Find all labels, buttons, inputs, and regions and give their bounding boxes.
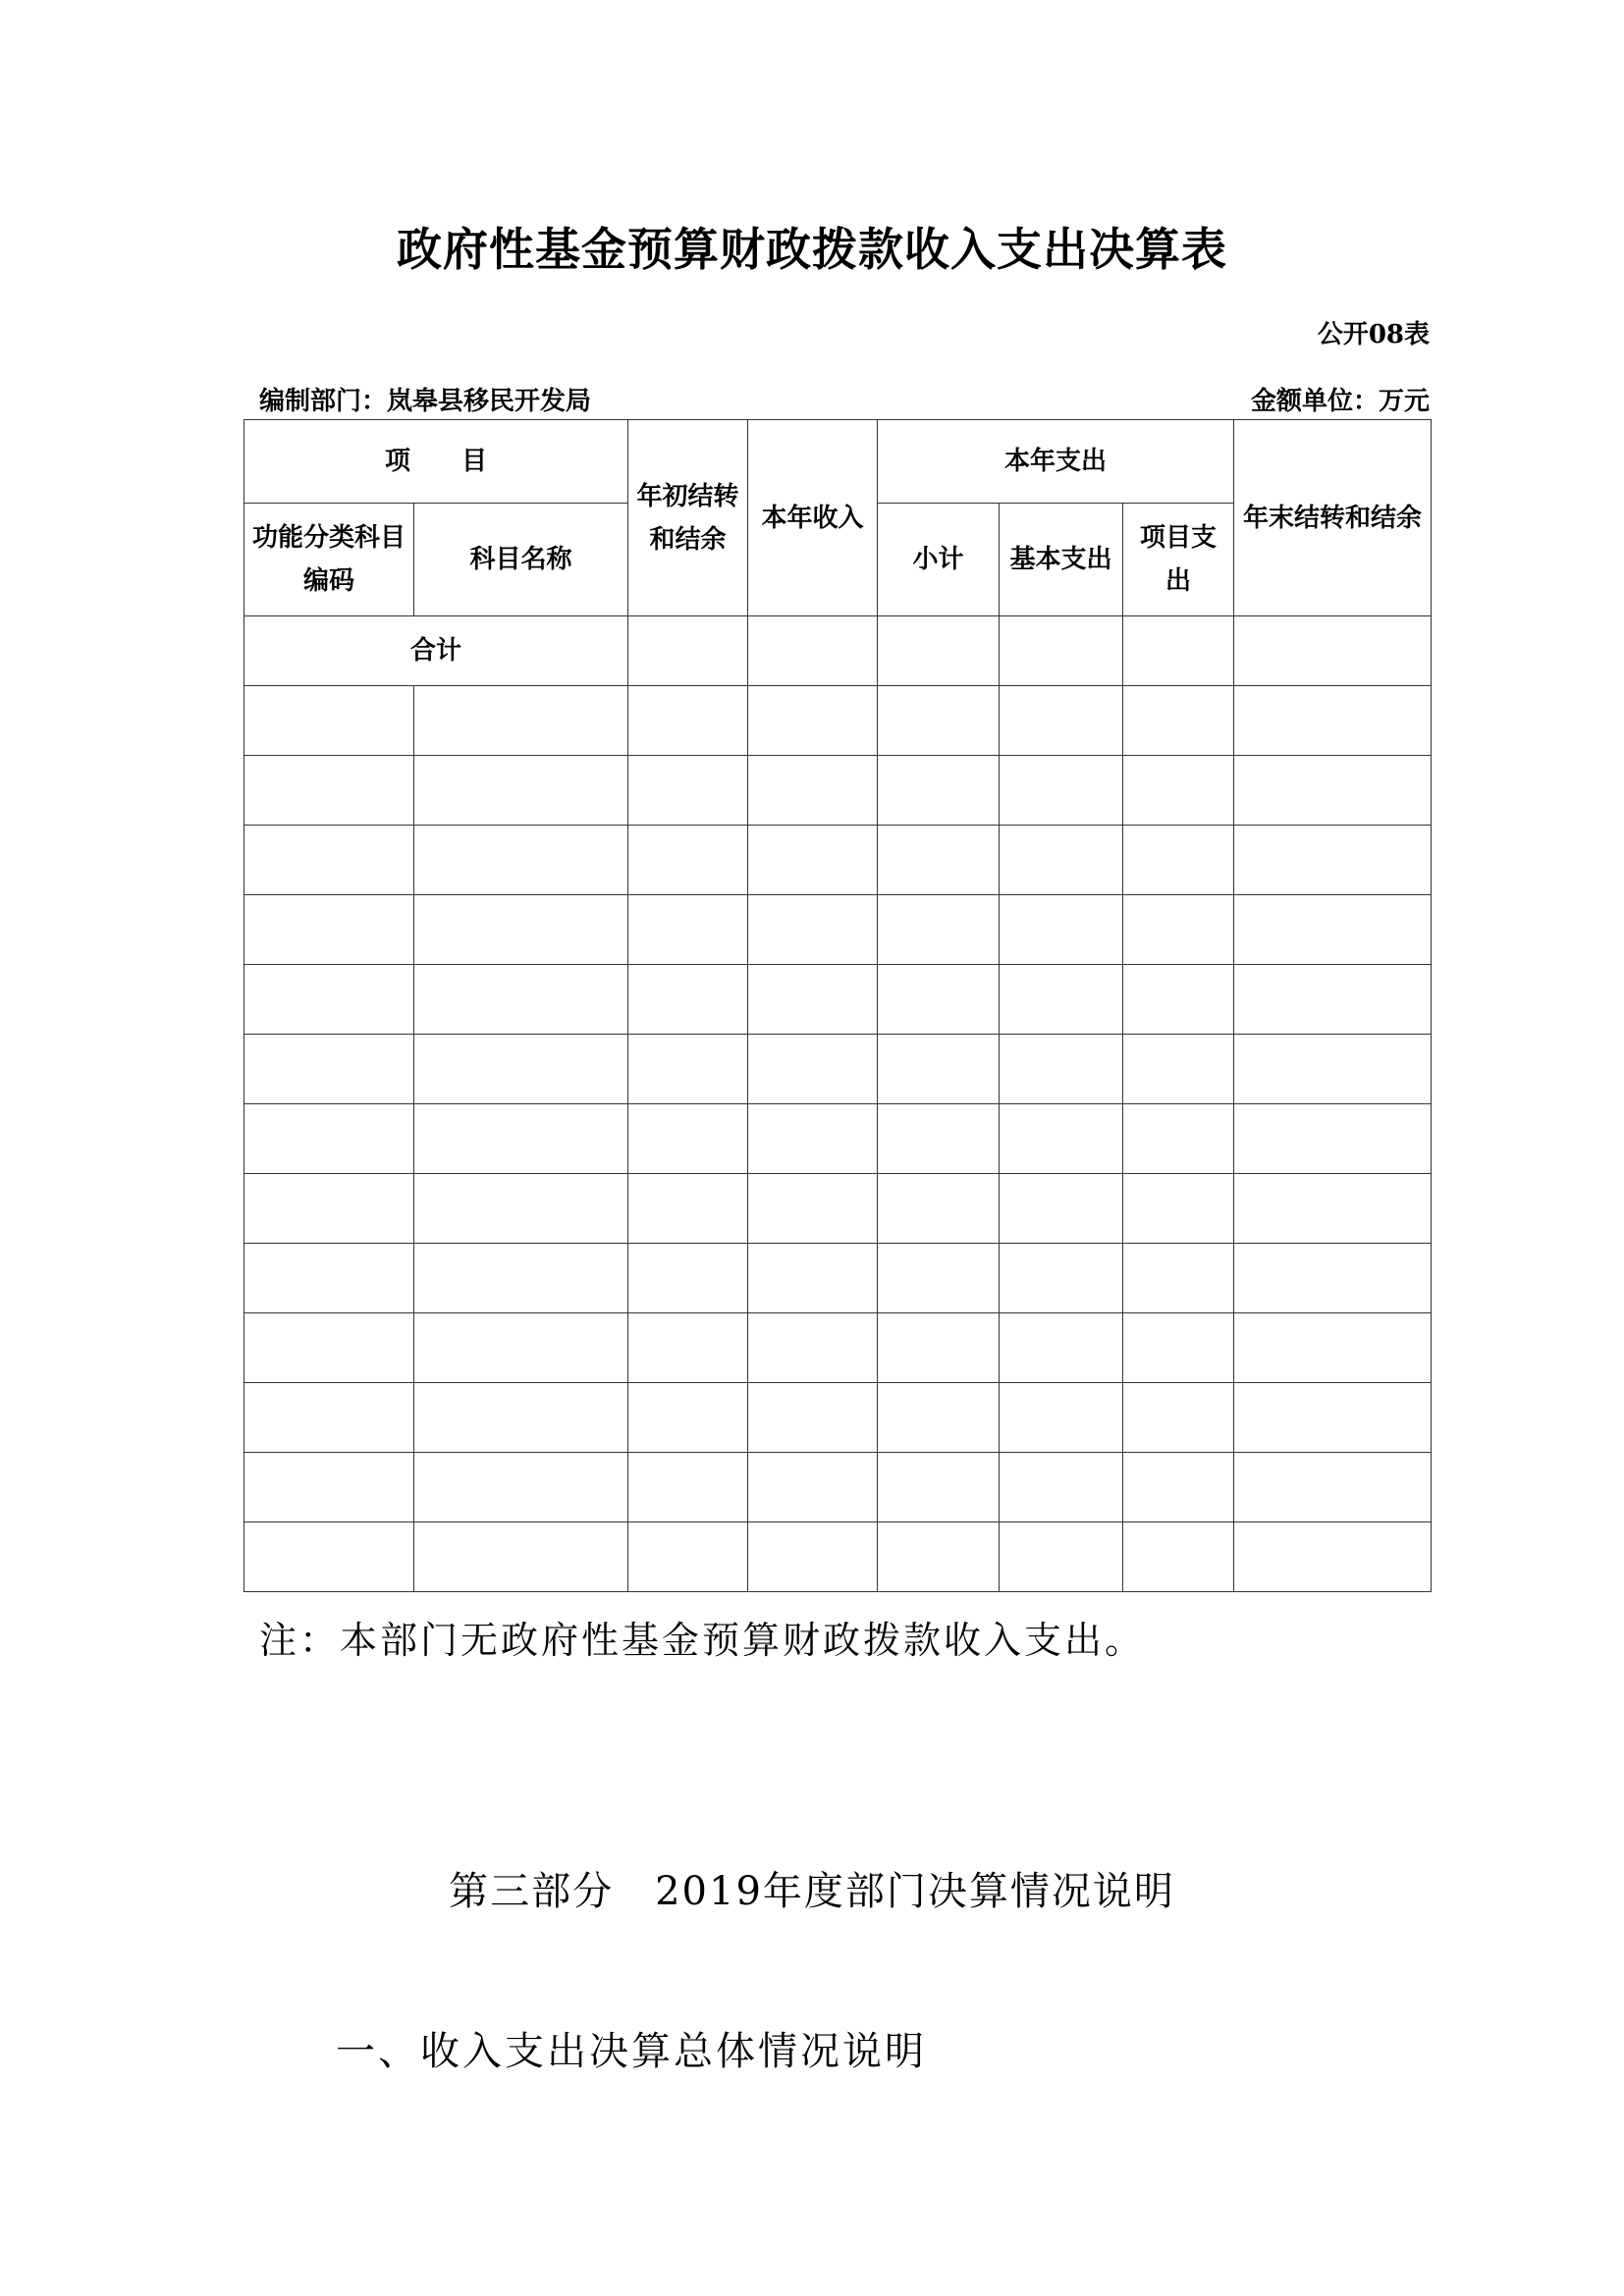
table-cell [244, 1104, 414, 1174]
table-cell [628, 756, 748, 826]
table-cell [1000, 1313, 1123, 1383]
table-row [244, 1174, 1432, 1244]
table-cell [1123, 826, 1234, 895]
table-cell [1123, 686, 1234, 756]
table-cell [878, 826, 1000, 895]
table-cell [628, 1313, 748, 1383]
table-cell [244, 1522, 414, 1592]
total-cell [1123, 616, 1234, 686]
table-body [244, 686, 1432, 1592]
table-cell [244, 826, 414, 895]
department-label: 编制部门：岚皋县移民开发局 [259, 387, 592, 416]
table-row [244, 1104, 1432, 1174]
table-row [244, 1522, 1432, 1592]
table-cell [1234, 895, 1432, 965]
total-cell [628, 616, 748, 686]
header-subject-name: 科目名称 [414, 504, 628, 616]
total-cell [748, 616, 878, 686]
table-cell [878, 1244, 1000, 1313]
subsection-heading: 一、收入支出决算总体情况说明 [336, 2029, 927, 2074]
table-cell [1123, 1104, 1234, 1174]
table-cell [1234, 1035, 1432, 1104]
table-cell [1234, 1174, 1432, 1244]
table-cell [414, 895, 628, 965]
table-cell [1123, 1174, 1234, 1244]
table-cell [1000, 1174, 1123, 1244]
table-cell [748, 1104, 878, 1174]
table-cell [1123, 1453, 1234, 1522]
table-cell [628, 1383, 748, 1453]
table-cell [414, 1453, 628, 1522]
table-cell [628, 1104, 748, 1174]
table-cell [878, 895, 1000, 965]
table-cell [878, 756, 1000, 826]
total-row [244, 616, 1432, 686]
table-cell [1000, 826, 1123, 895]
table-cell [628, 895, 748, 965]
table-cell [414, 756, 628, 826]
form-code: 公开08表 [1317, 320, 1430, 349]
table-cell [1123, 1522, 1234, 1592]
table-cell [748, 1383, 878, 1453]
table-cell [878, 1383, 1000, 1453]
table-cell [748, 965, 878, 1035]
total-cell [878, 616, 1000, 686]
table-cell [1000, 1104, 1123, 1174]
total-cell [1234, 616, 1432, 686]
table-cell [244, 1453, 414, 1522]
header-subtotal: 小计 [878, 504, 1000, 616]
table-cell [1234, 1453, 1432, 1522]
table-cell [414, 1104, 628, 1174]
table-cell [748, 686, 878, 756]
table-cell [878, 686, 1000, 756]
header-basic-expense: 基本支出 [1000, 504, 1123, 616]
budget-table [244, 419, 1432, 1592]
table-cell [748, 1244, 878, 1313]
table-cell [414, 1035, 628, 1104]
table-cell [628, 686, 748, 756]
header-row-1 [244, 420, 1432, 504]
table-row [244, 756, 1432, 826]
table-cell [244, 686, 414, 756]
table-cell [878, 1522, 1000, 1592]
table-cell [748, 1522, 878, 1592]
unit-label: 金额单位：万元 [1250, 387, 1430, 416]
table-cell [1234, 1313, 1432, 1383]
table-cell [748, 1035, 878, 1104]
table-cell [244, 1313, 414, 1383]
table-cell [878, 1104, 1000, 1174]
header-expense-this-year: 本年支出 [878, 420, 1234, 504]
table-cell [748, 756, 878, 826]
table-note: 注：本部门无政府性基金预算财政拨款收入支出。 [259, 1619, 1146, 1662]
table-cell [1000, 1453, 1123, 1522]
table-cell [1123, 1313, 1234, 1383]
table-cell [414, 1174, 628, 1244]
table-cell [1000, 895, 1123, 965]
section-heading: 第三部分 2019年度部门决算情况说明 [449, 1869, 1175, 1914]
table-cell [414, 1522, 628, 1592]
table-cell [878, 1035, 1000, 1104]
table-row [244, 965, 1432, 1035]
table-cell [1234, 756, 1432, 826]
table-cell [244, 1035, 414, 1104]
table-cell [628, 826, 748, 895]
table-cell [1234, 686, 1432, 756]
header-function-code: 功能分类科目编码 [244, 504, 414, 616]
table-cell [244, 1244, 414, 1313]
table-row [244, 826, 1432, 895]
header-opening-balance: 年初结转和结余 [628, 420, 748, 616]
table-cell [1000, 1244, 1123, 1313]
table-cell [1123, 895, 1234, 965]
table-cell [244, 756, 414, 826]
table-cell [878, 965, 1000, 1035]
table-cell [628, 965, 748, 1035]
table-cell [878, 1453, 1000, 1522]
table-cell [414, 1244, 628, 1313]
table-row [244, 895, 1432, 965]
total-cell [1000, 616, 1123, 686]
table-cell [628, 1174, 748, 1244]
table-cell [878, 1174, 1000, 1244]
table-cell [1000, 965, 1123, 1035]
table-cell [1234, 1244, 1432, 1313]
table-cell [1234, 1522, 1432, 1592]
table-cell [878, 1313, 1000, 1383]
table-cell [748, 1174, 878, 1244]
page-title: 政府性基金预算财政拨款收入支出决算表 [397, 223, 1227, 276]
total-label: 合计 [244, 616, 628, 686]
table-cell [628, 1453, 748, 1522]
table-cell [414, 826, 628, 895]
table-cell [628, 1035, 748, 1104]
table-cell [1000, 1035, 1123, 1104]
header-project-expense: 项目支出 [1123, 504, 1234, 616]
table-cell [1000, 1383, 1123, 1453]
table-cell [244, 1174, 414, 1244]
table-cell [1000, 1522, 1123, 1592]
table-cell [748, 826, 878, 895]
table-cell [1123, 1244, 1234, 1313]
table-row [244, 1035, 1432, 1104]
table-cell [1234, 965, 1432, 1035]
table-cell [1000, 686, 1123, 756]
table-row [244, 1244, 1432, 1313]
table-cell [628, 1522, 748, 1592]
table-cell [244, 965, 414, 1035]
table-cell [1123, 1035, 1234, 1104]
table-row [244, 686, 1432, 756]
header-income-this-year: 本年收入 [748, 420, 878, 616]
table-cell [414, 965, 628, 1035]
table-cell [1000, 756, 1123, 826]
table-row [244, 1453, 1432, 1522]
table-row [244, 1313, 1432, 1383]
header-closing-balance: 年末结转和结余 [1234, 420, 1432, 616]
table-cell [748, 1453, 878, 1522]
table-cell [1234, 826, 1432, 895]
table-cell [748, 895, 878, 965]
table-cell [1123, 965, 1234, 1035]
table-row [244, 1383, 1432, 1453]
table-cell [414, 686, 628, 756]
table-cell [1234, 1383, 1432, 1453]
table-cell [748, 1313, 878, 1383]
table-cell [1123, 756, 1234, 826]
table-cell [628, 1244, 748, 1313]
table-cell [1123, 1383, 1234, 1453]
table-cell [414, 1383, 628, 1453]
table-cell [244, 1383, 414, 1453]
table-cell [414, 1313, 628, 1383]
header-item: 项 目 [244, 420, 628, 504]
table-cell [1234, 1104, 1432, 1174]
table-cell [244, 895, 414, 965]
